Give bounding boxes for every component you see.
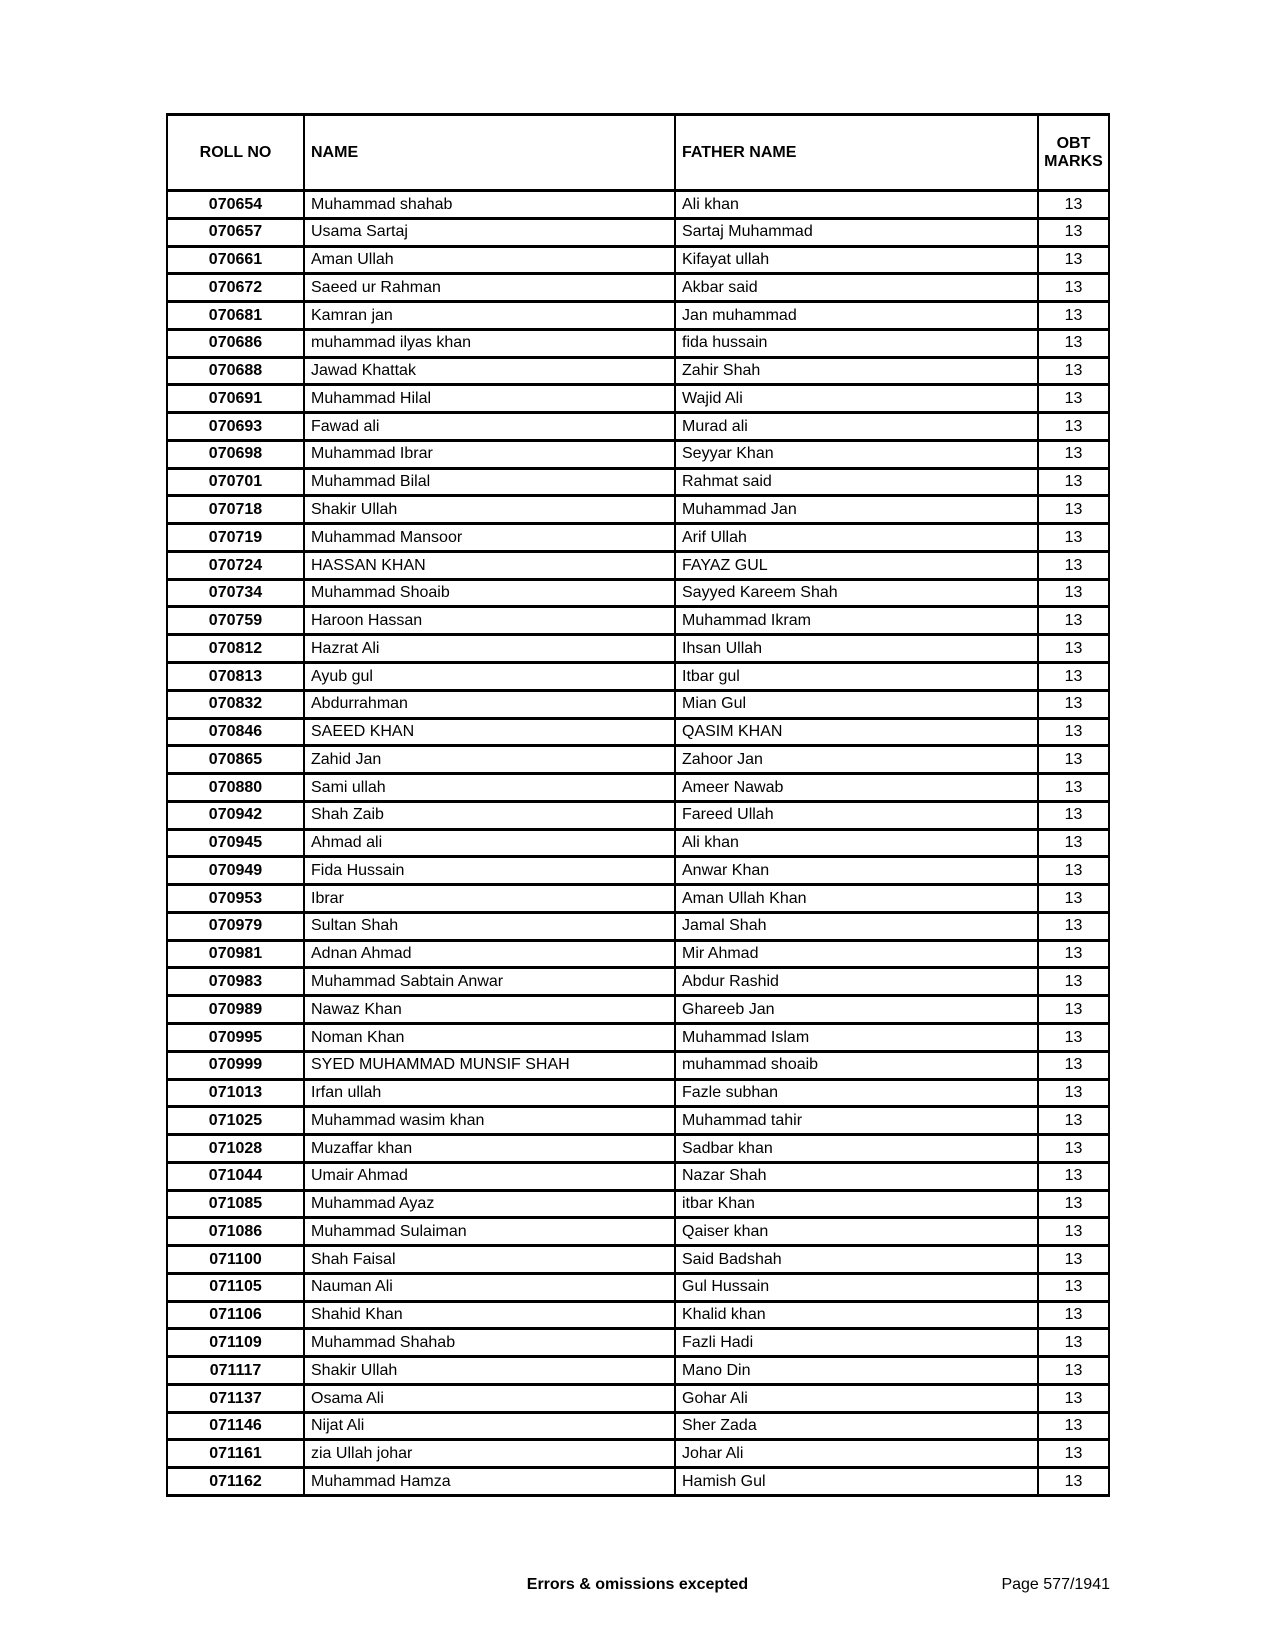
table-row [167,940,1109,968]
roll-no-cell: 070693 [167,413,304,441]
father-name-cell: Murad ali [675,413,1038,441]
obt-marks-cell: 13 [1038,357,1109,385]
obt-marks-cell: 13 [1038,1246,1109,1274]
name-cell: Shah Zaib [304,801,675,829]
table-row [167,329,1109,357]
obt-marks-cell: 13 [1038,1135,1109,1163]
father-name-cell: Abdur Rashid [675,968,1038,996]
name-cell: Nijat Ali [304,1412,675,1440]
roll-no-cell: 070953 [167,885,304,913]
roll-no-cell: 070759 [167,607,304,635]
table-row [167,302,1109,330]
name-cell: Muhammad Bilal [304,468,675,496]
name-cell: Abdurrahman [304,690,675,718]
table-row [167,663,1109,691]
results-table [166,113,1110,1497]
obt-marks-cell: 13 [1038,1190,1109,1218]
table-row [167,246,1109,274]
obt-marks-cell: 13 [1038,1023,1109,1051]
table-row [167,579,1109,607]
column-header-father-name: FATHER NAME [675,115,1038,191]
name-cell: Jawad Khattak [304,357,675,385]
roll-no-cell: 071146 [167,1412,304,1440]
obt-marks-cell: 13 [1038,302,1109,330]
name-cell: Shah Faisal [304,1246,675,1274]
name-cell: SYED MUHAMMAD MUNSIF SHAH [304,1051,675,1079]
table-row [167,1135,1109,1163]
table-row [167,690,1109,718]
obt-marks-cell: 13 [1038,1468,1109,1496]
obt-marks-cell: 13 [1038,1412,1109,1440]
obt-marks-cell: 13 [1038,690,1109,718]
column-header-name: NAME [304,115,675,191]
table-row [167,1023,1109,1051]
father-name-cell: Johar Ali [675,1440,1038,1468]
name-cell: Irfan ullah [304,1079,675,1107]
name-cell: Muhammad Hamza [304,1468,675,1496]
table-row [167,1190,1109,1218]
father-name-cell: FAYAZ GUL [675,551,1038,579]
roll-no-cell: 070698 [167,440,304,468]
table-row [167,385,1109,413]
obt-marks-cell: 13 [1038,524,1109,552]
obt-marks-cell: 13 [1038,1301,1109,1329]
obt-marks-cell: 13 [1038,663,1109,691]
name-cell: Sami ullah [304,774,675,802]
father-name-cell: Muhammad Ikram [675,607,1038,635]
obt-marks-cell: 13 [1038,551,1109,579]
father-name-cell: Sayyed Kareem Shah [675,579,1038,607]
name-cell: Muhammad wasim khan [304,1107,675,1135]
column-header-roll-no: ROLL NO [167,115,304,191]
obt-marks-cell: 13 [1038,1218,1109,1246]
father-name-cell: QASIM KHAN [675,718,1038,746]
table-row [167,468,1109,496]
roll-no-cell: 070724 [167,551,304,579]
roll-no-cell: 070865 [167,746,304,774]
name-cell: Muhammad Shoaib [304,579,675,607]
father-name-cell: Akbar said [675,274,1038,302]
obt-marks-cell: 13 [1038,1107,1109,1135]
table-row [167,496,1109,524]
roll-no-cell: 070983 [167,968,304,996]
name-cell: Kamran jan [304,302,675,330]
name-cell: Muhammad Hilal [304,385,675,413]
name-cell: Shahid Khan [304,1301,675,1329]
obt-marks-cell: 13 [1038,1357,1109,1385]
name-cell: Zahid Jan [304,746,675,774]
name-cell: Fawad ali [304,413,675,441]
table-row [167,413,1109,441]
roll-no-cell: 070691 [167,385,304,413]
father-name-cell: Said Badshah [675,1246,1038,1274]
father-name-cell: Qaiser khan [675,1218,1038,1246]
roll-no-cell: 070942 [167,801,304,829]
father-name-cell: Fazle subhan [675,1079,1038,1107]
table-row [167,274,1109,302]
table-row [167,191,1109,219]
roll-no-cell: 071161 [167,1440,304,1468]
roll-no-cell: 070718 [167,496,304,524]
table-row [167,718,1109,746]
roll-no-cell: 070945 [167,829,304,857]
table-row [167,1273,1109,1301]
name-cell: Muhammad Shahab [304,1329,675,1357]
table-row [167,1301,1109,1329]
roll-no-cell: 071106 [167,1301,304,1329]
table-row [167,968,1109,996]
obt-marks-cell: 13 [1038,718,1109,746]
name-cell: Hazrat Ali [304,635,675,663]
father-name-cell: Muhammad Jan [675,496,1038,524]
roll-no-cell: 071086 [167,1218,304,1246]
father-name-cell: Seyyar Khan [675,440,1038,468]
roll-no-cell: 071025 [167,1107,304,1135]
obt-marks-cell: 13 [1038,746,1109,774]
roll-no-cell: 070672 [167,274,304,302]
roll-no-cell: 070846 [167,718,304,746]
father-name-cell: muhammad shoaib [675,1051,1038,1079]
column-header-obt-marks: OBT MARKS [1038,115,1109,191]
obt-marks-cell: 13 [1038,579,1109,607]
father-name-cell: Anwar Khan [675,857,1038,885]
table-row [167,1329,1109,1357]
table-row [167,746,1109,774]
obt-marks-cell: 13 [1038,829,1109,857]
roll-no-cell: 070688 [167,357,304,385]
obt-marks-cell: 13 [1038,329,1109,357]
table-row [167,1357,1109,1385]
table-row [167,1051,1109,1079]
footer-page-number: Page 577/1941 [1001,1576,1110,1593]
table-row [167,1384,1109,1412]
obt-marks-cell: 13 [1038,774,1109,802]
roll-no-cell: 070681 [167,302,304,330]
roll-no-cell: 070813 [167,663,304,691]
roll-no-cell: 070989 [167,996,304,1024]
obt-marks-cell: 13 [1038,801,1109,829]
roll-no-cell: 070981 [167,940,304,968]
name-cell: HASSAN KHAN [304,551,675,579]
father-name-cell: Wajid Ali [675,385,1038,413]
name-cell: Umair Ahmad [304,1162,675,1190]
name-cell: Sultan Shah [304,912,675,940]
name-cell: Nawaz Khan [304,996,675,1024]
obt-marks-cell: 13 [1038,1384,1109,1412]
obt-marks-cell: 13 [1038,1329,1109,1357]
father-name-cell: Ameer Nawab [675,774,1038,802]
table-row [167,1246,1109,1274]
name-cell: Muhammad shahab [304,191,675,219]
father-name-cell: Mir Ahmad [675,940,1038,968]
father-name-cell: Fareed Ullah [675,801,1038,829]
father-name-cell: Ali khan [675,829,1038,857]
table-row [167,1468,1109,1496]
table-row [167,1218,1109,1246]
obt-marks-cell: 13 [1038,385,1109,413]
results-table-header [167,115,1109,191]
father-name-cell: Jamal Shah [675,912,1038,940]
name-cell: Muhammad Ayaz [304,1190,675,1218]
table-row [167,885,1109,913]
name-cell: Adnan Ahmad [304,940,675,968]
name-cell: zia Ullah johar [304,1440,675,1468]
name-cell: Ibrar [304,885,675,913]
roll-no-cell: 071013 [167,1079,304,1107]
name-cell: Muhammad Sabtain Anwar [304,968,675,996]
obt-marks-cell: 13 [1038,940,1109,968]
roll-no-cell: 070719 [167,524,304,552]
name-cell: Aman Ullah [304,246,675,274]
table-row [167,1440,1109,1468]
table-row [167,1412,1109,1440]
father-name-cell: Fazli Hadi [675,1329,1038,1357]
obt-marks-cell: 13 [1038,635,1109,663]
name-cell: SAEED KHAN [304,718,675,746]
roll-no-cell: 070880 [167,774,304,802]
header-row [167,115,1109,191]
roll-no-cell: 070654 [167,191,304,219]
obt-marks-cell: 13 [1038,1440,1109,1468]
obt-marks-cell: 13 [1038,607,1109,635]
roll-no-cell: 071028 [167,1135,304,1163]
table-row [167,801,1109,829]
obt-marks-cell: 13 [1038,413,1109,441]
obt-marks-cell: 13 [1038,1079,1109,1107]
table-row [167,996,1109,1024]
name-cell: Muzaffar khan [304,1135,675,1163]
name-cell: Osama Ali [304,1384,675,1412]
obt-marks-cell: 13 [1038,857,1109,885]
father-name-cell: Jan muhammad [675,302,1038,330]
name-cell: Nauman Ali [304,1273,675,1301]
table-row [167,912,1109,940]
roll-no-cell: 071100 [167,1246,304,1274]
obt-marks-cell: 13 [1038,968,1109,996]
table-row [167,357,1109,385]
obt-marks-cell: 13 [1038,468,1109,496]
footer-errors-note: Errors & omissions excepted [526,1576,749,1593]
father-name-cell: Mano Din [675,1357,1038,1385]
father-name-cell: Sher Zada [675,1412,1038,1440]
father-name-cell: Hamish Gul [675,1468,1038,1496]
father-name-cell: Sadbar khan [675,1135,1038,1163]
father-name-cell: Ihsan Ullah [675,635,1038,663]
father-name-cell: Ghareeb Jan [675,996,1038,1024]
roll-no-cell: 070999 [167,1051,304,1079]
name-cell: Ahmad ali [304,829,675,857]
obt-marks-cell: 13 [1038,996,1109,1024]
name-cell: Muhammad Sulaiman [304,1218,675,1246]
table-row [167,440,1109,468]
table-row [167,1079,1109,1107]
roll-no-cell: 070701 [167,468,304,496]
father-name-cell: Khalid khan [675,1301,1038,1329]
father-name-cell: Kifayat ullah [675,246,1038,274]
obt-marks-cell: 13 [1038,885,1109,913]
father-name-cell: Ali khan [675,191,1038,219]
father-name-cell: Arif Ullah [675,524,1038,552]
roll-no-cell: 071105 [167,1273,304,1301]
father-name-cell: Zahoor Jan [675,746,1038,774]
roll-no-cell: 071085 [167,1190,304,1218]
name-cell: Muhammad Ibrar [304,440,675,468]
roll-no-cell: 071117 [167,1357,304,1385]
name-cell: Shakir Ullah [304,496,675,524]
table-row [167,1162,1109,1190]
table-row [167,218,1109,246]
obt-marks-cell: 13 [1038,218,1109,246]
roll-no-cell: 070995 [167,1023,304,1051]
father-name-cell: Aman Ullah Khan [675,885,1038,913]
obt-marks-cell: 13 [1038,912,1109,940]
table-row [167,857,1109,885]
roll-no-cell: 070949 [167,857,304,885]
obt-marks-cell: 13 [1038,1051,1109,1079]
obt-marks-cell: 13 [1038,1273,1109,1301]
name-cell: Usama Sartaj [304,218,675,246]
table-row [167,524,1109,552]
name-cell: Ayub gul [304,663,675,691]
table-row [167,551,1109,579]
roll-no-cell: 070734 [167,579,304,607]
father-name-cell: Mian Gul [675,690,1038,718]
roll-no-cell: 070832 [167,690,304,718]
name-cell: Shakir Ullah [304,1357,675,1385]
father-name-cell: Muhammad Islam [675,1023,1038,1051]
roll-no-cell: 070661 [167,246,304,274]
table-row [167,829,1109,857]
name-cell: Saeed ur Rahman [304,274,675,302]
roll-no-cell: 070979 [167,912,304,940]
father-name-cell: itbar Khan [675,1190,1038,1218]
obt-marks-cell: 13 [1038,1162,1109,1190]
obt-marks-cell: 13 [1038,440,1109,468]
roll-no-cell: 070812 [167,635,304,663]
name-cell: Muhammad Mansoor [304,524,675,552]
obt-marks-cell: 13 [1038,274,1109,302]
name-cell: Haroon Hassan [304,607,675,635]
father-name-cell: Nazar Shah [675,1162,1038,1190]
father-name-cell: fida hussain [675,329,1038,357]
roll-no-cell: 070657 [167,218,304,246]
name-cell: Noman Khan [304,1023,675,1051]
obt-marks-cell: 13 [1038,246,1109,274]
father-name-cell: Gohar Ali [675,1384,1038,1412]
name-cell: Fida Hussain [304,857,675,885]
father-name-cell: Gul Hussain [675,1273,1038,1301]
results-table-body [167,191,1109,1496]
roll-no-cell: 071137 [167,1384,304,1412]
obt-marks-cell: 13 [1038,496,1109,524]
roll-no-cell: 071044 [167,1162,304,1190]
father-name-cell: Sartaj Muhammad [675,218,1038,246]
table-row [167,774,1109,802]
roll-no-cell: 071109 [167,1329,304,1357]
table-row [167,1107,1109,1135]
table-row [167,635,1109,663]
obt-marks-cell: 13 [1038,191,1109,219]
name-cell: muhammad ilyas khan [304,329,675,357]
father-name-cell: Itbar gul [675,663,1038,691]
roll-no-cell: 071162 [167,1468,304,1496]
father-name-cell: Zahir Shah [675,357,1038,385]
table-row [167,607,1109,635]
roll-no-cell: 070686 [167,329,304,357]
father-name-cell: Rahmat said [675,468,1038,496]
father-name-cell: Muhammad tahir [675,1107,1038,1135]
